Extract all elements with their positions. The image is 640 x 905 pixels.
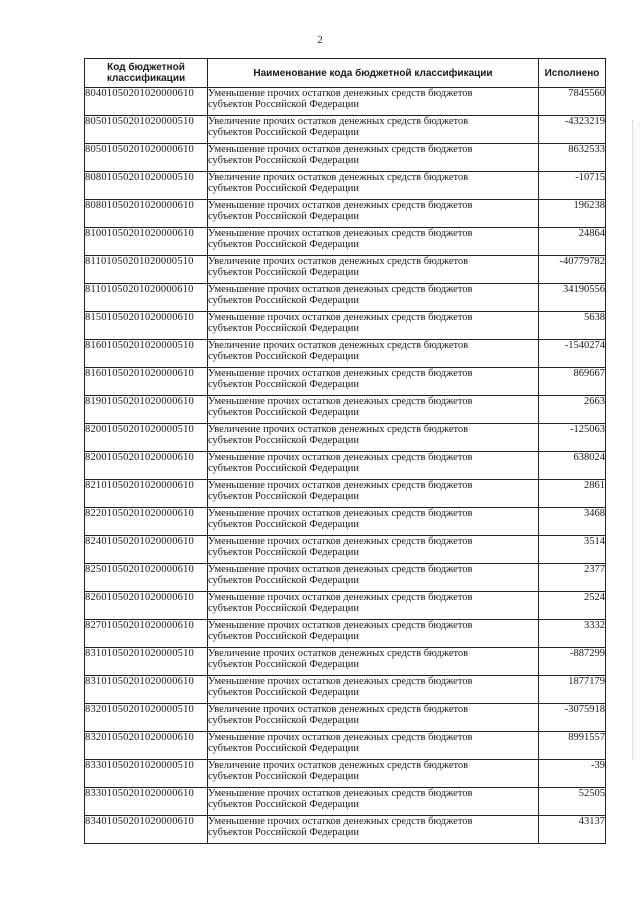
executed-amount-cell: 24864: [539, 228, 606, 256]
code-name-cell: [208, 648, 539, 676]
code-name-line: субъектов Российской Федерации: [208, 687, 360, 698]
budget-code-cell: 80801050201020000510: [85, 172, 208, 200]
code-name-cell: [208, 620, 539, 648]
page-number: 2: [317, 34, 323, 46]
budget-code-cell: 82501050201020000610: [85, 564, 208, 592]
table-row: [85, 116, 606, 144]
table-header: [85, 59, 606, 88]
code-name-line: Увеличение прочих остатков денежных средств бюджетов: [208, 340, 469, 351]
code-name-line: субъектов Российской Федерации: [208, 239, 360, 250]
code-name-line: Увеличение прочих остатков денежных средств бюджетов: [208, 116, 469, 127]
executed-amount-cell: 196238: [539, 200, 606, 228]
code-name-cell: [208, 732, 539, 760]
code-name-line: субъектов Российской Федерации: [208, 519, 360, 530]
table-row: [85, 536, 606, 564]
executed-amount-cell: 3468: [539, 508, 606, 536]
budget-code-cell: 81001050201020000610: [85, 228, 208, 256]
code-name-line: Уменьшение прочих остатков денежных средств бюджетов: [208, 592, 473, 603]
table-row: [85, 424, 606, 452]
code-name-line: субъектов Российской Федерации: [208, 127, 360, 138]
code-name-line: Уменьшение прочих остатков денежных средств бюджетов: [208, 284, 473, 295]
table-row: [85, 732, 606, 760]
table-row: [85, 704, 606, 732]
code-name-line: субъектов Российской Федерации: [208, 827, 360, 838]
budget-code-cell: 81601050201020000610: [85, 368, 208, 396]
budget-code-cell: 80401050201020000610: [85, 88, 208, 116]
code-name-cell: [208, 452, 539, 480]
header-code-line-2: классификации: [106, 73, 186, 84]
code-name-line: Уменьшение прочих остатков денежных средств бюджетов: [208, 620, 473, 631]
code-name-cell: [208, 816, 539, 844]
code-name-line: субъектов Российской Федерации: [208, 771, 360, 782]
executed-amount-cell: 1877179: [539, 676, 606, 704]
budget-code-cell: 80501050201020000510: [85, 116, 208, 144]
code-name-line: субъектов Российской Федерации: [208, 631, 360, 642]
code-name-cell: [208, 340, 539, 368]
executed-amount-cell: 2663: [539, 396, 606, 424]
budget-code-cell: 82101050201020000610: [85, 480, 208, 508]
code-name-line: Увеличение прочих остатков денежных средств бюджетов: [208, 424, 469, 435]
executed-amount-cell: -887299: [539, 648, 606, 676]
budget-code-cell: 82201050201020000610: [85, 508, 208, 536]
table-row: [85, 312, 606, 340]
code-name-line: Уменьшение прочих остатков денежных средств бюджетов: [208, 480, 473, 491]
executed-amount-cell: 2524: [539, 592, 606, 620]
code-name-line: Увеличение прочих остатков денежных средств бюджетов: [208, 760, 469, 771]
code-name-line: Уменьшение прочих остатков денежных средств бюджетов: [208, 536, 473, 547]
code-name-cell: [208, 564, 539, 592]
code-name-line: субъектов Российской Федерации: [208, 547, 360, 558]
code-name-line: Уменьшение прочих остатков денежных средств бюджетов: [208, 144, 473, 155]
executed-amount-cell: 3514: [539, 536, 606, 564]
code-name-line: Увеличение прочих остатков денежных средств бюджетов: [208, 256, 469, 267]
table-row: [85, 592, 606, 620]
table-row: [85, 452, 606, 480]
budget-code-cell: 83301050201020000510: [85, 760, 208, 788]
code-name-line: субъектов Российской Федерации: [208, 99, 360, 110]
code-name-line: Уменьшение прочих остатков денежных средств бюджетов: [208, 676, 473, 687]
code-name-line: Увеличение прочих остатков денежных средств бюджетов: [208, 172, 469, 183]
budget-code-cell: 83201050201020000610: [85, 732, 208, 760]
scan-edge-mark: [632, 120, 634, 760]
code-name-cell: [208, 704, 539, 732]
code-name-cell: [208, 760, 539, 788]
code-name-line: Уменьшение прочих остатков денежных средств бюджетов: [208, 368, 473, 379]
code-name-cell: [208, 88, 539, 116]
code-name-line: Уменьшение прочих остатков денежных средств бюджетов: [208, 564, 473, 575]
code-name-cell: [208, 480, 539, 508]
executed-amount-cell: 34190556: [539, 284, 606, 312]
code-name-line: Уменьшение прочих остатков денежных средств бюджетов: [208, 508, 473, 519]
executed-amount-cell: 2861: [539, 480, 606, 508]
code-name-line: Уменьшение прочих остатков денежных средств бюджетов: [208, 228, 473, 239]
table-row: [85, 284, 606, 312]
code-name-line: субъектов Российской Федерации: [208, 379, 360, 390]
executed-amount-cell: -4323219: [539, 116, 606, 144]
table-row: [85, 144, 606, 172]
code-name-line: Уменьшение прочих остатков денежных средств бюджетов: [208, 816, 473, 827]
budget-code-cell: 83401050201020000610: [85, 816, 208, 844]
code-name-line: Увеличение прочих остатков денежных средств бюджетов: [208, 648, 469, 659]
table-row: [85, 228, 606, 256]
code-name-cell: [208, 284, 539, 312]
table-row: [85, 760, 606, 788]
executed-amount-cell: -10715: [539, 172, 606, 200]
executed-amount-cell: -39: [539, 760, 606, 788]
code-name-line: Уменьшение прочих остатков денежных средств бюджетов: [208, 788, 473, 799]
executed-amount-cell: 8991557: [539, 732, 606, 760]
code-name-line: субъектов Российской Федерации: [208, 659, 360, 670]
table-row: [85, 620, 606, 648]
code-name-line: субъектов Российской Федерации: [208, 463, 360, 474]
code-name-cell: [208, 424, 539, 452]
code-name-cell: [208, 172, 539, 200]
code-name-cell: [208, 508, 539, 536]
table-row: [85, 564, 606, 592]
code-name-line: Увеличение прочих остатков денежных средств бюджетов: [208, 704, 469, 715]
code-name-line: субъектов Российской Федерации: [208, 323, 360, 334]
code-name-line: субъектов Российской Федерации: [208, 267, 360, 278]
table-row: [85, 396, 606, 424]
code-name-line: Уменьшение прочих остатков денежных средств бюджетов: [208, 452, 473, 463]
code-name-cell: [208, 200, 539, 228]
code-name-cell: [208, 312, 539, 340]
code-name-line: Уменьшение прочих остатков денежных средств бюджетов: [208, 312, 473, 323]
code-name-line: Уменьшение прочих остатков денежных средств бюджетов: [208, 732, 473, 743]
header-value: Исполнено: [539, 59, 606, 88]
code-name-cell: [208, 536, 539, 564]
budget-code-cell: 83201050201020000510: [85, 704, 208, 732]
code-name-line: субъектов Российской Федерации: [208, 407, 360, 418]
code-name-cell: [208, 116, 539, 144]
budget-code-cell: 81901050201020000610: [85, 396, 208, 424]
code-name-cell: [208, 676, 539, 704]
table-row: [85, 648, 606, 676]
code-name-line: субъектов Российской Федерации: [208, 295, 360, 306]
budget-code-cell: 81601050201020000510: [85, 340, 208, 368]
budget-code-cell: 82001050201020000510: [85, 424, 208, 452]
budget-classification-table: [84, 58, 606, 844]
executed-amount-cell: 638024: [539, 452, 606, 480]
budget-code-cell: 80801050201020000610: [85, 200, 208, 228]
code-name-line: Уменьшение прочих остатков денежных средств бюджетов: [208, 88, 473, 99]
header-code-line-1: Код бюджетной: [107, 62, 185, 73]
budget-code-cell: 82001050201020000610: [85, 452, 208, 480]
executed-amount-cell: -40779782: [539, 256, 606, 284]
executed-amount-cell: -125063: [539, 424, 606, 452]
table-row: [85, 368, 606, 396]
budget-code-cell: 81501050201020000610: [85, 312, 208, 340]
executed-amount-cell: 869667: [539, 368, 606, 396]
code-name-line: субъектов Российской Федерации: [208, 155, 360, 166]
code-name-cell: [208, 592, 539, 620]
header-row: [85, 59, 606, 88]
code-name-cell: [208, 368, 539, 396]
budget-code-cell: 81101050201020000610: [85, 284, 208, 312]
code-name-line: Уменьшение прочих остатков денежных средств бюджетов: [208, 396, 473, 407]
budget-code-cell: 83301050201020000610: [85, 788, 208, 816]
executed-amount-cell: 2377: [539, 564, 606, 592]
table-row: [85, 200, 606, 228]
table-row: [85, 88, 606, 116]
code-name-line: субъектов Российской Федерации: [208, 715, 360, 726]
code-name-line: субъектов Российской Федерации: [208, 183, 360, 194]
code-name-line: субъектов Российской Федерации: [208, 799, 360, 810]
executed-amount-cell: 5638: [539, 312, 606, 340]
budget-code-cell: 82701050201020000610: [85, 620, 208, 648]
executed-amount-cell: 43137: [539, 816, 606, 844]
executed-amount-cell: 3332: [539, 620, 606, 648]
code-name-cell: [208, 144, 539, 172]
table-row: [85, 676, 606, 704]
code-name-cell: [208, 228, 539, 256]
budget-code-cell: 80501050201020000610: [85, 144, 208, 172]
budget-code-cell: 83101050201020000610: [85, 676, 208, 704]
header-code: [85, 59, 208, 88]
budget-code-cell: 81101050201020000510: [85, 256, 208, 284]
budget-code-cell: 82401050201020000610: [85, 536, 208, 564]
header-name: Наименование кода бюджетной классификации: [208, 59, 539, 88]
code-name-line: Уменьшение прочих остатков денежных средств бюджетов: [208, 200, 473, 211]
budget-code-cell: 83101050201020000510: [85, 648, 208, 676]
executed-amount-cell: 52505: [539, 788, 606, 816]
code-name-line: субъектов Российской Федерации: [208, 575, 360, 586]
table-row: [85, 340, 606, 368]
table-row: [85, 788, 606, 816]
code-name-line: субъектов Российской Федерации: [208, 211, 360, 222]
table-body: [85, 88, 606, 844]
code-name-line: субъектов Российской Федерации: [208, 603, 360, 614]
executed-amount-cell: -1540274: [539, 340, 606, 368]
code-name-line: субъектов Российской Федерации: [208, 435, 360, 446]
code-name-line: субъектов Российской Федерации: [208, 351, 360, 362]
executed-amount-cell: 7845560: [539, 88, 606, 116]
table-row: [85, 480, 606, 508]
table-row: [85, 508, 606, 536]
code-name-cell: [208, 788, 539, 816]
budget-code-cell: 82601050201020000610: [85, 592, 208, 620]
table-row: [85, 172, 606, 200]
code-name-cell: [208, 396, 539, 424]
table-row: [85, 256, 606, 284]
code-name-line: субъектов Российской Федерации: [208, 491, 360, 502]
code-name-line: субъектов Российской Федерации: [208, 743, 360, 754]
executed-amount-cell: 8632533: [539, 144, 606, 172]
executed-amount-cell: -3075918: [539, 704, 606, 732]
code-name-cell: [208, 256, 539, 284]
table-row: [85, 816, 606, 844]
